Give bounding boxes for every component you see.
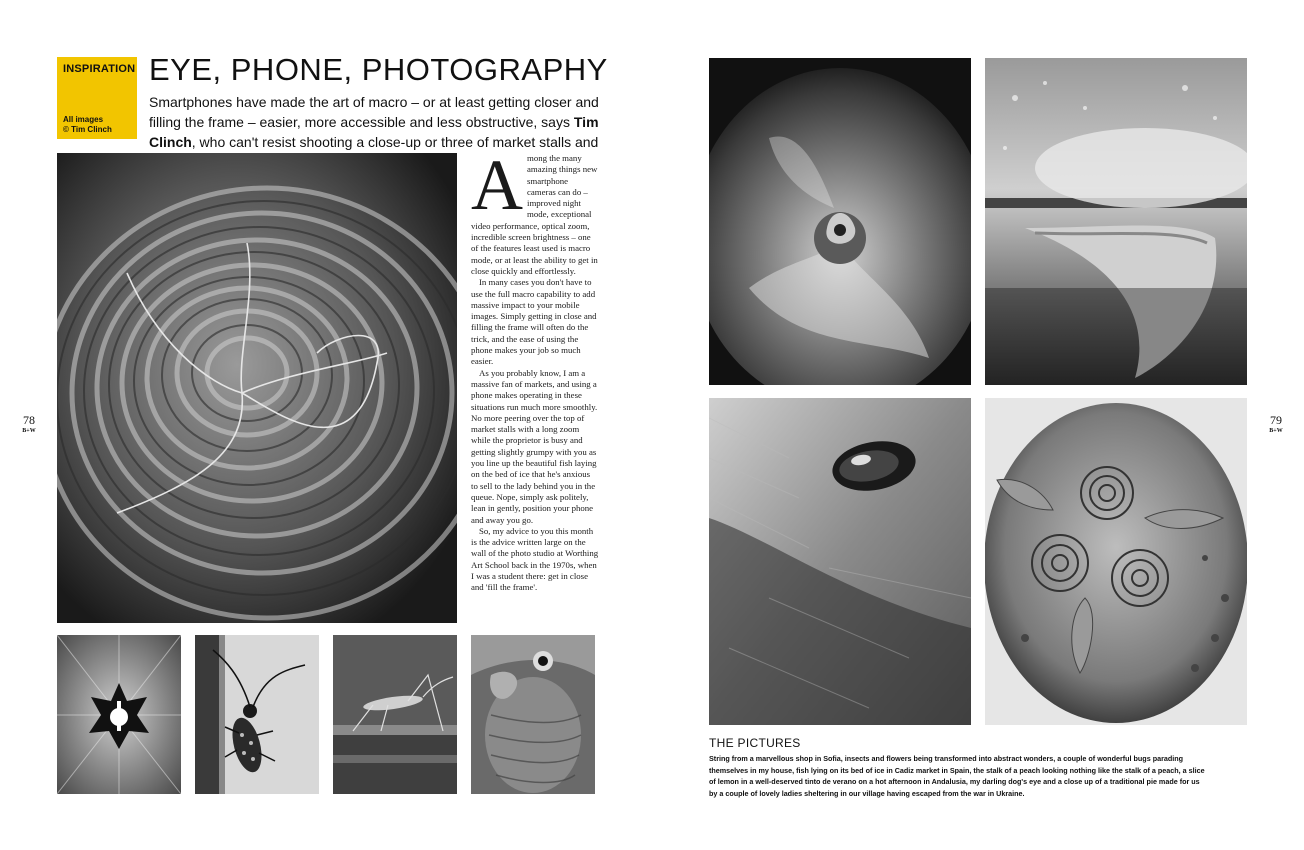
- section-tag-label: INSPIRATION: [63, 63, 136, 75]
- beetle-photo-graphic: [195, 635, 319, 794]
- dog-eye-photo-graphic: [709, 398, 971, 725]
- peach-stalk-photo: [709, 58, 971, 385]
- standfirst-text-after: , who can't resist shooting a close-up or three of market stalls and: [191, 134, 599, 150]
- dog-eye-photo: [709, 398, 971, 725]
- image-credit-line-1: All images: [63, 115, 104, 124]
- grasshopper-photo-graphic: [333, 635, 457, 794]
- headline: EYE, PHONE, PHOTOGRAPHY: [149, 52, 608, 87]
- lemon-drink-photo-graphic: [985, 58, 1247, 385]
- string-photo: [57, 153, 457, 623]
- peach-stalk-photo-graphic: [709, 58, 971, 385]
- left-page-number: 78: [23, 413, 35, 427]
- flower-photo: [57, 635, 181, 794]
- article-paragraph-1: mong the many amazing things new smartphone cameras can do – improved night mode, exceptional video performance, optical zoom, incredible screen brightness – one of the features least used is macro mode, or at least the ability to get in close quickly and effortlessly.: [471, 153, 598, 276]
- beetle-photo: [195, 635, 319, 794]
- string-photo-graphic: [57, 153, 457, 623]
- standfirst-text-before: Smartphones have made the art of macro – or at least getting closer and filling the frame – easier, more accessible and less obstructive, says: [149, 94, 599, 130]
- left-folio: [18, 413, 40, 434]
- flower-photo-graphic: [57, 635, 181, 794]
- pie-photo: [985, 398, 1247, 725]
- left-folio-brand: B+W: [22, 428, 36, 434]
- standfirst-author: Tim Clinch: [149, 114, 599, 150]
- article-paragraph-3: As you probably know, I am a massive fan of markets, and using a phone makes operating in these situations run much more smoothly. No more peering over the top of market stalls with a long zoom while the proprietor is busy and getting slightly grumpy with you as you line up the beautiful fish laying on the bed of ice that he's anxious to sell to the lady behind you in the queue. Nope, simply ask politely, lean in gently, position your phone and away you go.: [471, 367, 598, 525]
- drop-cap: A: [471, 145, 523, 225]
- right-folio: [1265, 413, 1287, 434]
- right-page-number: 79: [1270, 413, 1282, 427]
- pictures-caption-title: THE PICTURES: [709, 736, 801, 750]
- image-credit: [63, 115, 112, 135]
- article-body: [471, 145, 599, 594]
- pictures-caption-text: String from a marvellous shop in Sofia, insects and flowers being transformed into abstract wonders, a couple of wonderful bugs parading themselves in my house, fish lying on its bed of ice in Cadiz market in Spain, the stalk of a peach looking nothing like the stalk of a peach, a slice of lemon in a well-deserved tinto de verano on a hot afternoon in Andalusia, my darling dog's eye and a close up of a traditional pie made for us by a couple of lovely ladies sheltering in our village having escaped from the war in Ukraine.: [709, 754, 1205, 799]
- fish-photo-graphic: [471, 635, 595, 794]
- fish-photo: [471, 635, 595, 794]
- lemon-drink-photo: [985, 58, 1247, 385]
- pie-photo-graphic: [985, 398, 1247, 725]
- article-paragraph-2: In many cases you don't have to use the full macro capability to add massive impact to your mobile images. Simply getting in close and filling the frame will often do the trick, and the ease of using the phone makes your job so much easier.: [471, 277, 597, 367]
- article-paragraph-4: So, my advice to you this month is the advice written large on the wall of the photo studio at Worthing Art School back in the 1970s, when I was a student there: get in close and 'fill the frame'.: [471, 525, 599, 593]
- image-credit-line-2: © Tim Clinch: [63, 125, 112, 134]
- right-folio-brand: B+W: [1269, 428, 1283, 434]
- grasshopper-photo: [333, 635, 457, 794]
